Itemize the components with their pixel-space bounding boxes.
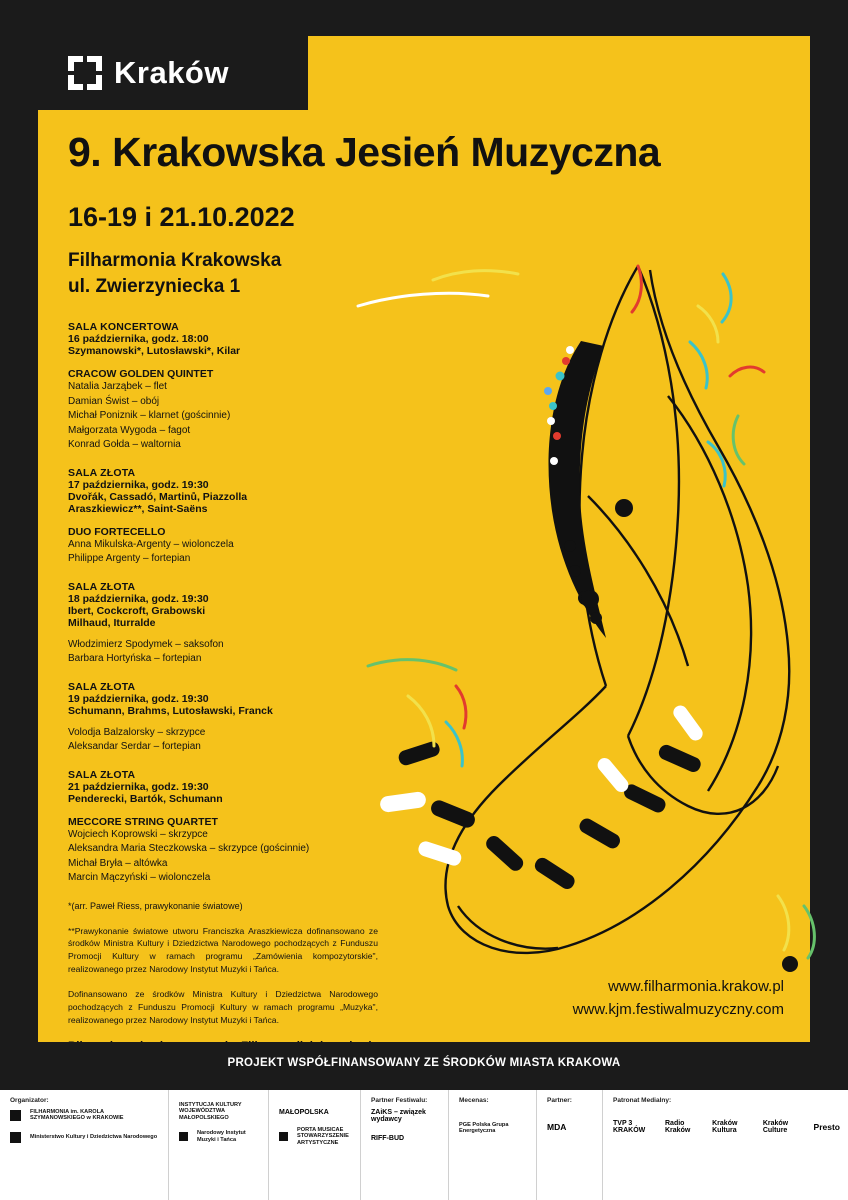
- sponsor-logo: PORTA MUSICAE STOWARZYSZENIE ARTYSTYCZNE: [297, 1127, 349, 1146]
- sponsor-logo: FILHARMONIA im. KAROLA SZYMANOWSKIEGO w KRAKOWIE: [30, 1109, 124, 1122]
- performer: Marcin Mączyński – wiolonczela: [68, 872, 211, 883]
- sponsor-logo: PGE Polska Grupa Energetyczna: [459, 1122, 509, 1135]
- sponsor-section-media: [602, 1090, 848, 1200]
- sponsor-section-partner-festival: [360, 1090, 448, 1200]
- sponsor-section-partner: [536, 1090, 602, 1200]
- program-datetime: 17 października, godz. 19:30: [68, 478, 209, 491]
- program-hall: SALA KONCERTOWA: [68, 321, 179, 333]
- note-arrangement: *(arr. Paweł Riess, prawykonanie światowe): [68, 901, 243, 911]
- program-item: [68, 467, 368, 567]
- venue-name: Filharmonia Krakowska: [68, 250, 282, 271]
- program-ensemble: CRACOW GOLDEN QUINTET: [68, 368, 214, 380]
- program-composers: Szymanowski*, Lutosławski*, Kilar: [68, 345, 241, 357]
- note-premiere-funding: **Prawykonanie światowe utworu Franciszka Araszkiewicza dofinansowano ze środków Ministra Kultury i Dziedzictwa Narodowego pochodzących z Funduszu Promocji Kultury w ramach programu „Zamówienia kompozytorskie", realizowanego przez Narodowy Instytut Muzyki i Tańca.: [68, 925, 378, 975]
- sponsor-logo: Kraków Culture: [762, 1120, 789, 1134]
- program-composers: Ibert, Cockcroft, Grabowski: [68, 604, 206, 617]
- section-title: Patronat Medialny:: [613, 1097, 672, 1104]
- krakow-logo-text: Kraków: [114, 55, 229, 90]
- performer: Michał Poniznik – klarnet (gościnnie): [68, 410, 231, 421]
- sponsor-section-institutions: [168, 1090, 268, 1200]
- program-composers-2: Milhaud, Iturralde: [68, 616, 156, 629]
- section-title: Partner:: [547, 1097, 572, 1104]
- program-composers: Penderecki, Bartók, Schumann: [68, 792, 223, 805]
- website-links: [573, 975, 784, 1022]
- performer: Małgorzata Wygoda – fagot: [68, 424, 191, 436]
- sponsor-logo: MAŁOPOLSKA: [279, 1109, 329, 1116]
- porta-musicae-icon: [279, 1132, 288, 1141]
- ministry-logo-icon: [10, 1132, 21, 1143]
- sponsor-section-institutions-2: [268, 1090, 360, 1200]
- poster-dates: 16-19 i 21.10.2022: [68, 202, 295, 232]
- program-hall: SALA ZŁOTA: [68, 580, 136, 593]
- sponsor-logo: Presto: [813, 1122, 840, 1132]
- program-hall: SALA ZŁOTA: [68, 466, 136, 479]
- program-datetime: 21 października, godz. 19:30: [68, 780, 209, 793]
- performer: Damian Świst – obój: [68, 395, 160, 407]
- sponsor-logo: Radio Kraków: [665, 1120, 691, 1134]
- poster-venue: [68, 248, 281, 299]
- program-item: [68, 769, 368, 886]
- program-composers: Dvořák, Cassadó, Martinů, Piazzolla: [68, 490, 248, 503]
- sponsor-logo: INSTYTUCJA KULTURY WOJEWÓDZTWA MAŁOPOLSKIEGO: [179, 1102, 242, 1121]
- program-datetime: 18 października, godz. 19:30: [68, 592, 209, 605]
- performer: Philippe Argenty – fortepian: [68, 553, 191, 564]
- program-item: [68, 681, 368, 755]
- program-performers: [68, 380, 368, 453]
- link-festival[interactable]: www.kjm.festiwalmuzyczny.com: [572, 1001, 784, 1019]
- program-ensemble: MECCORE STRING QUARTET: [68, 815, 218, 828]
- sponsor-logo: Narodowy Instytut Muzyki i Tańca: [197, 1130, 246, 1143]
- krakow-crest-icon: [68, 56, 102, 90]
- sponsor-logo: Ministerstwo Kultury i Dziedzictwa Narodowego: [30, 1134, 158, 1141]
- sponsor-section-organizer: [0, 1090, 168, 1200]
- section-title: Mecenas:: [459, 1097, 489, 1104]
- sponsor-logo: RIFF-BUD: [371, 1135, 405, 1142]
- program-ensemble: DUO FORTECELLO: [68, 525, 166, 538]
- venue-address: ul. Zwierzyniecka 1: [68, 275, 241, 297]
- sponsor-bar: [0, 1090, 848, 1200]
- section-title: Partner Festiwalu:: [371, 1097, 428, 1104]
- performer: Włodzimierz Spodymek – saksofon: [68, 638, 224, 650]
- performer: Barbara Hortyńska – fortepian: [68, 653, 202, 664]
- program-hall: SALA ZŁOTA: [68, 768, 136, 781]
- poster-title: 9. Krakowska Jesień Muzyczna: [68, 129, 661, 175]
- performer: Anna Mikulska-Argenty – wiolonczela: [68, 538, 234, 550]
- program-composers: Schumann, Brahms, Lutosławski, Franck: [68, 704, 273, 717]
- performer: Michał Bryła – altówka: [68, 857, 168, 869]
- program-performers: [68, 638, 368, 667]
- performer: Wojciech Koprowski – skrzypce: [68, 828, 208, 840]
- program-item: [68, 581, 368, 667]
- performer: Konrad Gołda – waltornia: [68, 439, 181, 450]
- cofinance-banner: PROJEKT WSPÓŁFINANSOWANY ZE ŚRODKÓW MIASTA KRAKOWA: [38, 1042, 810, 1084]
- program-composers-2: Araszkiewicz**, Saint-Saëns: [68, 502, 208, 515]
- sponsor-section-patron: [448, 1090, 536, 1200]
- program-performers: [68, 538, 368, 567]
- sponsor-logo: TVP 3 KRAKÓW: [613, 1120, 646, 1134]
- performer: Aleksandra Maria Steczkowska – skrzypce (gościnnie): [68, 843, 310, 854]
- program-datetime: 16 października, godz. 18:00: [68, 333, 209, 345]
- krakow-logo: [38, 36, 308, 110]
- sponsor-logo: ZAiKS – związek wydawcy: [371, 1109, 426, 1123]
- sponsor-logo: Kraków Kultura: [712, 1120, 738, 1134]
- filharmonia-logo-icon: [10, 1110, 21, 1121]
- program-performers: [68, 726, 368, 755]
- link-filharmonia[interactable]: www.filharmonia.krakow.pl: [608, 978, 784, 995]
- performer: Volodja Balzalorsky – skrzypce: [68, 726, 206, 738]
- program-hall: SALA ZŁOTA: [68, 680, 136, 693]
- sponsor-logo: MDA: [547, 1122, 567, 1132]
- malopolska-icon: [179, 1132, 188, 1141]
- performer: Aleksandar Serdar – fortepian: [68, 741, 201, 752]
- program-datetime: 19 października, godz. 19:30: [68, 692, 209, 705]
- poster-canvas: [38, 36, 810, 1042]
- note-funding: Dofinansowano ze środków Ministra Kultury i Dziedzictwa Narodowego pochodzących z Funduszu Promocji Kultury w ramach programu „Muzyka", realizowanego przez Narodowy Instytut Muzyki i Tańca.: [68, 989, 378, 1025]
- program-performers: [68, 828, 368, 886]
- section-title: Organizator:: [10, 1097, 49, 1104]
- performer: Natalia Jarząbek – flet: [68, 381, 167, 392]
- program-list: [68, 321, 368, 900]
- program-item: [68, 321, 368, 453]
- saxophone-artwork: [338, 246, 838, 1006]
